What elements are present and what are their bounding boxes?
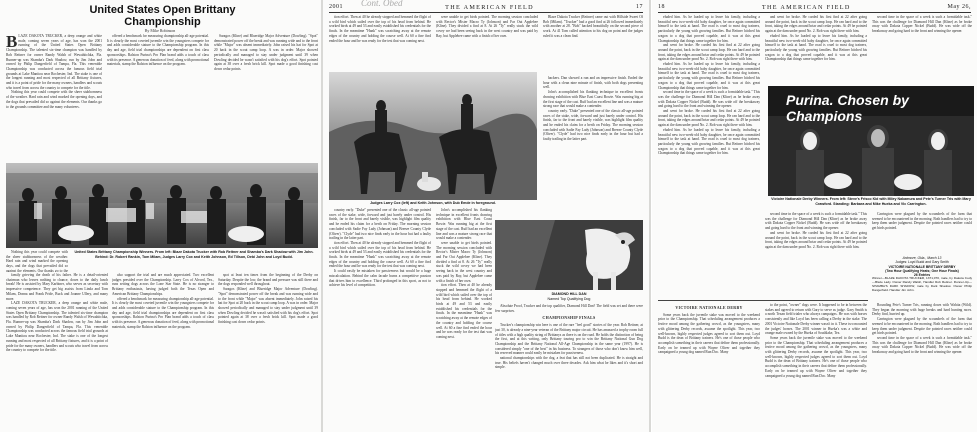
column-text: were unable to get birds pointed. The morning session concluded with Rector's Mister Macro Ty (Johnson) and Far Out Applebee (Kline). They divided a find at 8. At 26 "Ty" really stuck the wild covey we had been seeing back in the west country and was paid by Ray, but Applebee came with a finish of her own. — [436, 240, 492, 283]
photo-caption-judges: Judges Larry Cox (left) and Keith Johnson, with Dub Emde in foreground. — [370, 201, 496, 205]
column-paragraph: Nothing this year could compete with the sheer stubbornness of the weather. Hard rain and wind marked the opening days, and the dogs that prevailed did so against the elements. Our thanks go to the grounds committee and the many volunteers. — [6, 90, 102, 109]
column-text: Carrington were plagued by the scoundrels of the farm that seemed to be encountered in the morning. Both handlers had to try to keep them under judgment. Despite the pointed races neither could get birds pointed. — [872, 317, 972, 336]
column-text: Carrington were plagued by the scoundrels of the farm that seemed to be encountered in the morning. Both handlers had to try to keep them under judgment. Despite the pointed races neither could get birds pointed. — [872, 212, 972, 231]
column-text: and went for broke. He carded his first find at 22 after going around the point, back in the scout camp loop. He ran hard and to the front, taking the edges around briar and cedar points. At 49 he pointed again at the dam under pond No. 2. Rob was right there with him. — [765, 15, 867, 34]
column-1-continued — [6, 250, 68, 272]
subhead-victoire-derby: VICTOIRE NATIONALE DERBY — [675, 305, 743, 310]
column-text: Some years back the juvenile stake was moved to the weekend prior to the Championship. That scheduling arrangement produces a festive mood among the gathering crowd, as the youngsters, many with glittering Derby records, assume the spotlight. This year, two well-known, highly respected judges agreed to sort them out. Loyd Budd is the dean of Brittany trainers. He's one of those people who accomplish something in their careers that define them professionally. Early on he teamed up with Wayne Oliver and together they campaigned a young dog named Run Doc. Many — [765, 335, 867, 378]
column-1 — [658, 15, 760, 300]
header-page-number: 18 — [658, 4, 665, 10]
column-text: hackers. Dan showed a run and an impressive finish. Ended the hour with a clean nine minute of finish, with both dogs presenting well. — [543, 76, 643, 90]
column-text: Nothing this year could compete with the sheer stubbornness of the weather. Hard rain and wind marked the opening days, and the dogs that prevailed did so against the elements. Our thanks go to the — [6, 250, 68, 272]
header-publication: THE AMERICAN FIELD — [445, 3, 534, 11]
column-text: to the point, "owner" dogs were. It happened to be in between the stakes and agreed to return with Gary to serve as judge. Gary Smith is a north Texan field trialer who always campaigns. He was with horses consistently and like Loyd has been calling a Derby in the stake. The 2001 Victoire Nationale Derby winner wasn't in it. These two mounted the judges' horses. The 2001 winner in Hueka's was a white and orange male owned by the Hueka of Southlake, Tex. — [765, 303, 867, 336]
dog-title: Named Top Qualifying Dog — [547, 296, 591, 301]
column-text: John's accomplished his flanking technique in excellent fronts drawing exhibition with Blue East Coast Bowie. Was running big at the first stage of the cast. Ruff had an excellent line and was a mature strong race that would make a contender. — [436, 208, 492, 241]
photo-derby-winners — [768, 86, 974, 196]
photo-caption-winners: United States Brittany Championship Winners. From left: Blaze Dakota Trucker with Rob Reitner and Shamba's Dark Shadow with Jim John. Behind: Dr. Robert Rankin, Tom Milam, Judges Larry Cox and Keith Johnson, Ed Tillson, Debi John and Loyd Budd. — [74, 250, 314, 259]
column-2 — [765, 15, 867, 77]
results-entries: 26 Entries — [913, 273, 931, 278]
column-text: Saragos (Kline) and Blueridge Major Adventure (Dowling). "Spot" demonstrated power off the break and was running wide and to the front while "Major" was absent immediately. John raised his hat for Spot at 20 back in the scout camp loop. A was in order. Major showed periodically and managed to stay under judgment until 39 when Dowling decided he wasn't satisfied with his dog's effort. Spot pointed again at 38 over a fresh brick kill. Spot made a good finishing cast down cedar points. — [214, 34, 318, 71]
column-text: eluded him. As he loaded up to leave his family, including a beautiful new two-week-old baby daughter, he once again committed himself to the task at hand. The road is cruel to most dog trainers, particularly the young with growing families. But Reitner hitched his wagon to a dog that proved capable, and it was at this great Championship that things came together for him. — [658, 15, 760, 43]
column-text: and went for broke. He carded his first find at 22 after going around the point, back in the scout camp loop. He ran hard and to the front, taking the edges around briar and cedar points. At 49 he pointed again at the dam under pond No. 2. Rob was right there with him. — [658, 43, 760, 62]
page-gutter — [649, 0, 651, 432]
column-text: John's accomplished his flanking technique in excellent fronts drawing exhibition with Blue East Coast Bowie. Was running big at the first stage of the cast. Ruff had an excellent line and was a mature strong race that would make a contender. — [543, 90, 643, 109]
column-text: tion effort. Then at 40 he already stopped and hemmed the flight of a wild bird which sailed over the top of his head from behind. He worked birds at 49 and 53 and easily established his credentials for the finals. In the meantime "Hank" was scratching away at the remote edges of the country and holding the course well. At 60 a fine find ended the hour and he was ready for the test that was coming next. — [329, 15, 431, 43]
page-right — [652, 0, 977, 432]
column-text: were unable to get birds pointed. The morning session concluded with Rector's Mister Macro Ty (Johnson) and Far Out Applebee (Kline). They divided a find at 8. At 26 "Ty" really stuck the wild covey we had been seeing back in the west country and was paid by Ray, but Applebee came with a finish of her own. — [436, 15, 538, 38]
column-3 — [872, 15, 972, 77]
title-line-1: United States Open Brittany — [89, 4, 236, 16]
column-text: national championships with the dog, a feat that has still not been duplicated. He is straight and true. His beliefs haven't changed much over three decades. Ask him what he likes and it's short and simple. — [495, 356, 643, 370]
column-text: second time in the space of a week is such a formidable task." This was the challenge for Diamond Hill Dan (Kline) as he broke away with Dakota Copper Nickel (Budd). He was wide off the breakaway and going hard to the front and winning the opener. — [872, 335, 972, 355]
photo-judges-image — [329, 72, 537, 200]
column-text: spot at least ten times from the beginning of the Derby on Saturday. Despite the low, the brand and pressure was still there and the dogs responded well throughout. — [218, 273, 318, 287]
column-3-middle — [872, 212, 972, 254]
column-text: and went for broke. He carded his first find at 22 after going around the point, back in the scout camp loop. He ran hard and to the front, taking the edges around briar and cedar points. At 49 he pointed again at the dam under pond No. 2. Rob was right there with him. — [658, 109, 760, 128]
column-text: country early. "Duke" presented one of the classic all-age pointed races of the stake, wide, forward and just barely under control. His finish, far to the front and barely visible, was highlight film quality and he ended his claim for a berth on Friday. The morning session concluded with Sadie Fay Lady (Johnson) and Breeze County Clyde (Oliver). "Clyde" had two nice finds early in the hour but had a faulty trailing in the latter part. — [329, 208, 431, 241]
column-text: eluded him. As he loaded up to leave his family, including a beautiful new two-week-old baby daughter, he once again committed himself to the task at hand. The road is cruel to most dog trainers, particularly the young with growing families. But Reitner hitched his wagon to a dog that proved capable, and it was at this great Championship that things came together for him. — [765, 33, 867, 62]
column-text: also support the trial and are much appreciated. Two excellent judges presided over the Championship. Larry Cox of Alvord, Tex., runs setting dogs across the Lone Star State. He is no stranger to Brittany enthusiasts, having judged both the Texas Open and American Brittany Championships. — [112, 273, 214, 296]
column-text: Some years back the juvenile stake was moved to the weekend prior to the Championship. That scheduling arrangement produces a festive mood among the gathering crowd, as the youngsters, many with glittering Derby records, assume the spotlight. This year, two well-known, highly respected judges agreed to sort them out. Loyd Budd is the dean of Brittany trainers. He's one of those people who accomplish something in their careers that define them professionally. Early on he teamed up with Wayne Oliver and together they campaigned a young dog named Run Doc. Many — [658, 312, 760, 355]
byline: By Mike Robinson — [144, 28, 176, 33]
column-text: It could easily be mistaken for passiveness but would be a huge miscalculation. Behind the calm facade burns a competitive passion that drives him to excellence. Third prolonged in this sport, as not to achieve his level of competition. — [329, 269, 431, 288]
results-box — [872, 256, 972, 293]
column-finals — [495, 304, 643, 430]
column-2 — [107, 34, 209, 162]
column-text: offered a benchmark for measuring championship all-age potential. It is clearly the most coveted juvenile win the youngsters compete for and adds considerable stature to the Championship program. In this day and age, field trial championships are dependent on first class sponsorships. Ralston Purina's Pro Plan brand adds a touch of class with its presence. A generous donation of feed, along with promotional materials, stamp the Ralston influence on the program. — [112, 296, 214, 329]
column-1-bottom — [6, 273, 108, 429]
drop-cap: B — [6, 34, 18, 51]
column-text: country early. "Duke" presented one of the classic all-age pointed races of the stake, wide, forward and just barely under control. His finish, far to the front and barely visible, was highlight film quality and he ended his claim for a berth on Friday. The morning session concluded with Sadie Fay Lady (Johnson) and Breeze County Clyde (Oliver). "Clyde" had two nice finds early in the hour but had a faulty trailing in the latter part. — [543, 108, 643, 142]
header-date: May 26, — [947, 4, 971, 10]
header-page-number: 17 — [636, 4, 643, 10]
column-text: tion effort. Then at 40 he already stopped and hemmed the flight of a wild bird which sailed over the top of his head from behind. He worked birds at 49 and 53 and easily established his credentials for the finals. In the meantime "Hank" was scratching away at the remote edges of the country and holding the course well. At 60 a fine find ended the hour and he was ready for the test that was coming next. — [329, 240, 431, 269]
column-3 — [214, 34, 318, 162]
column-text: Rounding Pete's Turner Tris, running down with Wahita (Wild). They began the morning with huge breaks and hard hunting races. Derby find, hurried up. — [872, 303, 972, 317]
results-location: Ardmore, Okla., March 13 — [902, 256, 942, 260]
photo-winners-image — [6, 163, 318, 248]
title-line-2: Championship — [124, 16, 201, 28]
column-text: Saragos (Kline) and Blueridge Major Adventure (Dowling). "Spot" demonstrated power off the break and was running wide and to the front while "Major" was absent immediately. John raised his hat for Spot at 20 back in the scout camp loop. A was in order. Major showed periodically and managed to stay under judgment until 39 when Dowling decided he wasn't satisfied with his dog's effort. Spot pointed again at 38 over a fresh brick kill. Spot made a good finishing cast down cedar points. — [218, 287, 318, 325]
column-text: Absolute Proof, Trucker and the top qualifier, Diamond Hill Dan? The field was set and there were few surprises. — [495, 304, 643, 313]
column-1 — [329, 15, 431, 75]
photo-winners — [6, 163, 318, 248]
column-text: second time in the space of a week is such a formidable task." This was the challenge for Diamond Hill Dan (Kline) as he broke away with Dakota Copper Nickel (Budd). He was wide off the breakaway and going hard to the front and winning the opener. — [658, 90, 760, 109]
column-1 — [6, 34, 102, 162]
column-2-middle — [765, 212, 867, 300]
column-text: LAZE DAKOTA TRUCKER, a deep orange and white male, coming seven years of age, has won the 2001 running of the United States Open Brittany Championship. The talented six-time champion was handled by Rob Reitner for owner Randy Walsh of Wewahitchka, Fla. Runner-up was Shamba's Dark Shadow, run by Jim John and owned by Philip Dangerfield of Tampa, Fla. This venerable Championship was conducted across the famous field trial grounds at Lake Manitou near Rochester, Ind. The stake is one of the longest running and most respected of all Brittany fixtures, and it is a point of pride for the many owners, handlers and scouts who travel from across the country to compete for the title. — [6, 301, 108, 353]
page-left — [0, 0, 322, 432]
column-text: eluded him. As he loaded up to leave his family, including a beautiful new two-week-old baby daughter, he once again committed himself to the task at hand. The road is cruel to most dog trainers, particularly the young with growing families. But Reitner hitched his wagon to a dog that proved capable, and it was at this great Championship that things came together for him. — [658, 62, 760, 90]
column-text: Blaze Dakota Trucker (Reitner) came out with Hillside Sweet Of Bob (Milam). "Trucker" had a good find at 26 followed immediately with another at 28. "Bob" backed beautifully on the second piece of work. At 41 Tom called attention to his dog on point and the judges ruled it was a clean find. — [543, 15, 643, 38]
photo-caption-dog — [495, 292, 643, 301]
section-divider — [658, 300, 868, 301]
column-3-middle — [543, 76, 643, 226]
column-3 — [543, 15, 643, 75]
column-derby-2 — [765, 303, 867, 430]
column-derby-1 — [658, 303, 760, 430]
column-derby-3 — [872, 303, 972, 430]
results-judges: Judges: Loyd Budd and Gary Smith — [895, 260, 949, 265]
column-text: tion effort. Then at 40 he already stopped and hemmed the flight of a wild bird which sailed over the top of his head from behind. He worked birds at 49 and 53 and easily established his credentials for the finals. In the meantime "Hank" was scratching away at the remote edges of the country and holding the course well. At 60 a fine find ended the hour and he was ready for the test that was coming next. — [436, 283, 492, 339]
column-text: LAZE DAKOTA TRUCKER, a deep orange and white male, coming seven years of age, has won the 2001 running of the United States Open Brittany Championship. The talented six-time champion was handled by Rob Reitner for owner Randy Walsh of Wewahitchka, Fla. Runner-up was Shamba's Dark Shadow, run by Jim John and owned by Philip Dangerfield of Tampa, Fla. This venerable Championship was conducted across the famous field trial grounds at Lake Manitou near Rochester, Ind. The stake is one of the longest running and most respected of all Brittany fixtures, and it is a point of pride for the many owners, handlers and scouts who travel from across the country to compete for the title. — [6, 34, 102, 90]
results-format: (Two Hour Qualifying Heats; One Hour Finals) — [885, 268, 959, 273]
page-header — [658, 2, 971, 13]
column-3-bottom — [218, 273, 318, 429]
subhead-championship-finals: CHAMPIONSHIP FINALS — [542, 315, 596, 321]
column-text: second time in the space of a week is such a formidable task." This was the challenge for Diamond Hill Dan (Kline) as he broke away with Dakota Copper Nickel (Budd). He was wide off the breakaway and going hard to the front and winning the opener. — [872, 15, 972, 34]
column-2 — [436, 15, 538, 75]
header-publication: THE AMERICAN FIELD — [761, 3, 851, 11]
column-2-bottom — [436, 208, 492, 430]
column-2-bottom — [112, 273, 214, 429]
column-text: second time in the space of a week is such a formidable task." This was the challenge for Diamond Hill Dan (Kline) as he broke away with Dakota Copper Nickel (Budd). He was wide off the breakaway and going hard to the front and winning the opener. — [765, 212, 867, 231]
photo-diamond-hill-dan — [495, 220, 643, 290]
column-text: Trucker's championship win here is one of the rare "feel good" stories of the year. Rob Reitner, at just 30, is already a nine-year veteran of the Brittany major circuit. He has amassed a trophy room full of titles with a high quality string of Brittanys as there is on the road. He holds the distinction of being the first, and at this writing, only Brittany touring pro to win the Brittany National Gun Dog Championship and the Brittany National All-Age Championship in the same year (1997). He is considered simply "one of the best" in his business. To strangers of those who don't know him well, his reserved manner could easily be mistaken for passiveness. — [495, 323, 643, 356]
results-detail: Winner—BLAZE DAKOTA TRUCKER, 1371,070, male, by Dakota Cody—Blaze Lady. Owner Randy Walsh, Handler Rob Reitner. Runner-Up—SHAMBA'S DARK SHADOW, male by Dark Shadow. Owner Philip Dangerfield. Handler Jim John. — [872, 276, 972, 293]
photo-dog-image — [495, 220, 643, 290]
header-year: 2001 — [329, 4, 343, 10]
photo-judges — [329, 72, 537, 200]
column-text: offered a benchmark for measuring championship all-age potential. It is clearly the most coveted juvenile win the youngsters compete for and adds considerable stature to the Championship program. In this day and age, field trial championships are dependent on first class sponsorships. Ralston Purina's Pro Plan brand adds a touch of class with its presence. A generous donation of feed, along with promotional materials, stamp the Ralston influence on the program. — [107, 34, 209, 67]
column-1-bottom — [329, 208, 431, 430]
handwritten-note: Cont. Obed — [361, 0, 403, 8]
page-middle — [323, 0, 649, 432]
column-text: family grieving the death of his father. He is a detail-oriented chairman who leaves nothing to chance, down to the daily lunch break! He is assisted by Mary Karbiner, who serves as secretary with impressive competence. They get big assists from Linda and Tom Milam, Donna and Frank Pride, Buck and Joanne Ullery, and many more. — [6, 273, 108, 301]
column-text: and went for broke. He carded his first find at 22 after going around the point, back in the scout camp loop. He ran hard and to the front, taking the edges around briar and cedar points. At 49 he pointed again at the dam under pond No. 2. Rob was right there with him. — [765, 230, 867, 249]
purina-banner: Purina. Chosen by Champions — [786, 92, 909, 124]
article-title — [40, 4, 285, 28]
results-stake-name: VICTOIRE NATIONALE BRITTANY DERBY — [888, 264, 956, 269]
column-text: eluded him. As he loaded up to leave his family, including a beautiful new two-week-old baby daughter, he once again committed himself to the task at hand. The road is cruel to most dog trainers, particularly the young with growing families. But Reitner hitched his wagon to a dog that proved capable, and it was at this great Championship that things came together for him. — [658, 127, 760, 156]
photo-caption-derby: Victoire Nationale Derby Winners. From left: Steve's Frisco Kid with Miley Nakamura and Pete's Turner Tris with Mary Crawford. Standing: Barbara and Mike Hueka and Vic Carrington. — [771, 197, 971, 206]
dog-name: DIAMOND HILL DAN — [551, 292, 587, 296]
